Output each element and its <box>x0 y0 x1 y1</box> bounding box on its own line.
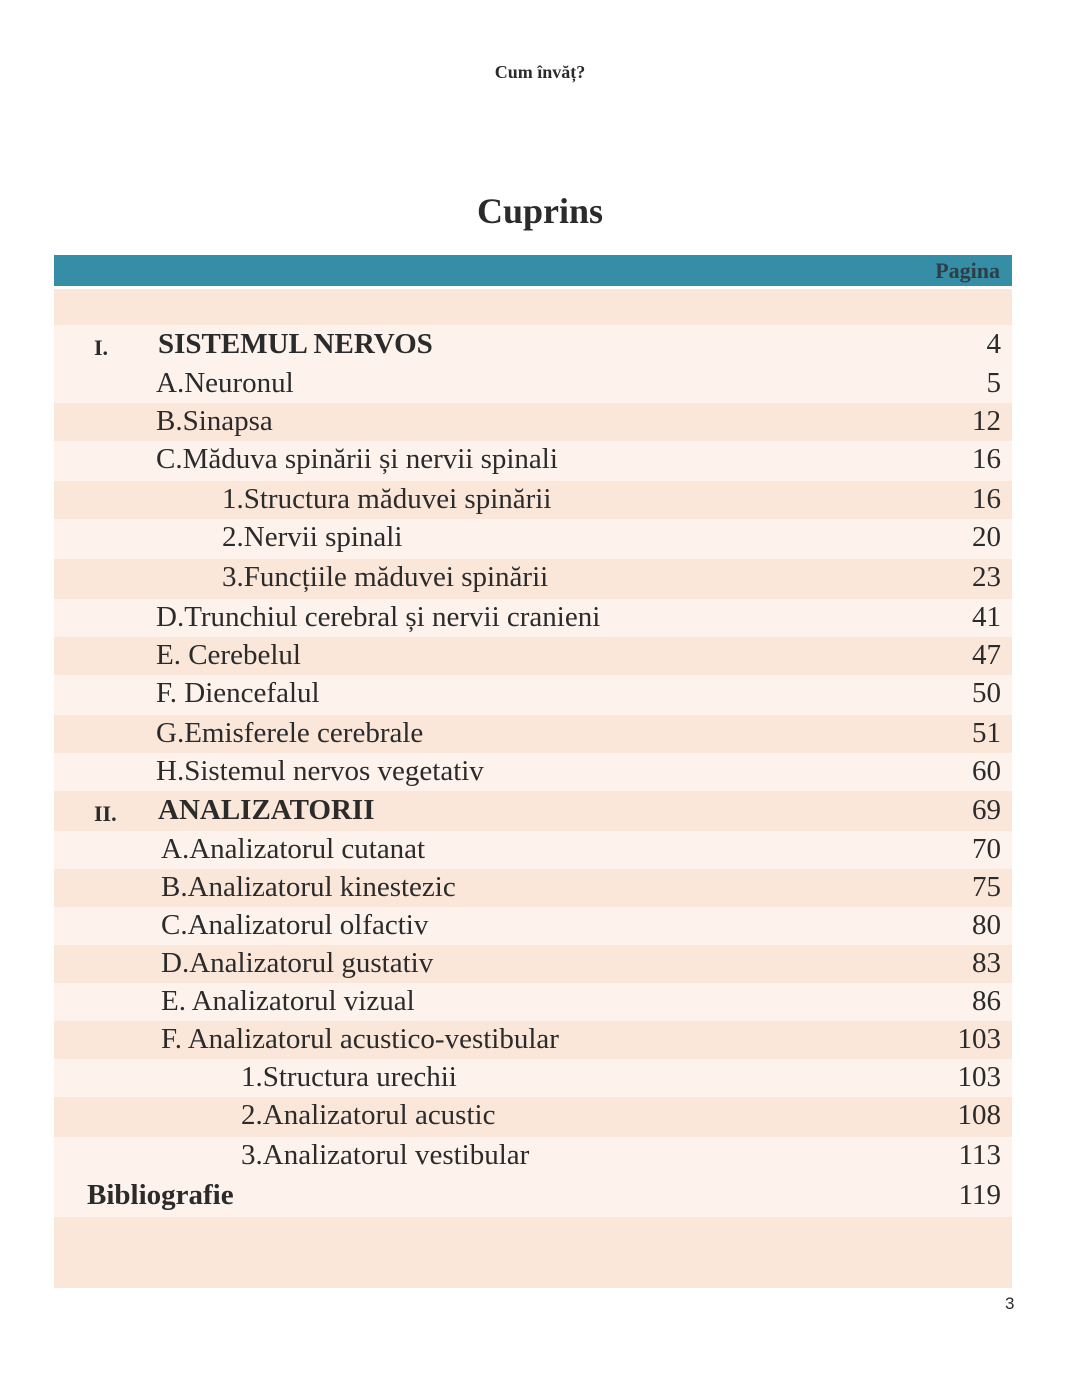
entry-page-number: 75 <box>972 871 1001 903</box>
entry-page-number: 23 <box>972 561 1001 593</box>
toc-entry[interactable] <box>54 831 1012 869</box>
running-header: Cum învăț? <box>494 62 586 82</box>
toc-entry[interactable] <box>54 1177 1012 1217</box>
entry-page-number: 4 <box>986 328 1001 360</box>
spacer-row <box>54 289 1012 325</box>
toc-entry[interactable] <box>54 1097 1012 1137</box>
toc-entry[interactable] <box>54 675 1012 715</box>
entry-page-number: 41 <box>972 601 1001 633</box>
toc-entry[interactable] <box>54 715 1012 753</box>
toc-entry[interactable] <box>54 441 1012 481</box>
entry-title: SISTEMUL NERVOS <box>158 328 433 360</box>
toc-entry[interactable] <box>54 519 1012 559</box>
entry-title: 1.Structura măduvei spinării <box>222 483 552 515</box>
toc-entry[interactable] <box>54 1137 1012 1177</box>
toc-entry[interactable] <box>54 907 1012 945</box>
entry-title: 2.Analizatorul acustic <box>241 1099 496 1131</box>
toc-entry[interactable] <box>54 637 1012 675</box>
entry-title: B.Sinapsa <box>156 405 273 437</box>
toc-entry[interactable] <box>54 599 1012 637</box>
toc-header-bar <box>54 255 1012 286</box>
toc-entry[interactable] <box>54 1021 1012 1059</box>
entry-title: E. Cerebelul <box>156 639 301 671</box>
entry-title: G.Emisferele cerebrale <box>156 717 424 749</box>
toc-entry[interactable] <box>54 791 1012 831</box>
entry-page-number: 119 <box>958 1179 1001 1211</box>
entry-page-number: 80 <box>972 909 1001 941</box>
entry-title: 2.Nervii spinali <box>222 521 403 553</box>
entry-title: ANALIZATORII <box>158 794 375 826</box>
toc-entry[interactable] <box>54 403 1012 441</box>
entry-title: C.Analizatorul olfactiv <box>161 909 429 941</box>
entry-title: B.Analizatorul kinestezic <box>161 871 456 903</box>
entry-page-number: 103 <box>957 1023 1001 1055</box>
entry-title: C.Măduva spinării și nervii spinali <box>156 443 558 475</box>
entry-page-number: 108 <box>957 1099 1001 1131</box>
entry-page-number: 86 <box>972 985 1001 1017</box>
entry-page-number: 5 <box>986 367 1001 399</box>
toc-entry[interactable] <box>54 365 1012 403</box>
toc-entry[interactable] <box>54 869 1012 907</box>
toc-entry[interactable] <box>54 325 1012 365</box>
entry-title: E. Analizatorul vizual <box>161 985 415 1017</box>
entry-page-number: 16 <box>972 443 1001 475</box>
entry-title: A.Neuronul <box>156 367 294 399</box>
page-column-header: Pagina <box>935 258 1000 283</box>
entry-page-number: 16 <box>972 483 1001 515</box>
entry-page-number: 51 <box>972 717 1001 749</box>
entry-page-number: 20 <box>972 521 1001 553</box>
entry-title: D.Analizatorul gustativ <box>161 947 434 979</box>
entry-title: 1.Structura urechii <box>241 1061 457 1093</box>
entry-page-number: 70 <box>972 833 1001 865</box>
entry-title: A.Analizatorul cutanat <box>161 833 426 865</box>
entry-title: F. Analizatorul acustico-vestibular <box>161 1023 559 1055</box>
chapter-number: I. <box>94 335 109 360</box>
toc-entry[interactable] <box>54 945 1012 983</box>
toc-entry[interactable] <box>54 1059 1012 1097</box>
toc-entry[interactable] <box>54 983 1012 1021</box>
table-of-contents <box>54 255 1012 1288</box>
entry-title: 3.Analizatorul vestibular <box>241 1139 530 1171</box>
page-number: 3 <box>1005 1294 1015 1313</box>
spacer-row <box>54 1217 1012 1288</box>
toc-entry[interactable] <box>54 753 1012 791</box>
entry-title: D.Trunchiul cerebral și nervii cranieni <box>156 601 601 633</box>
entry-page-number: 113 <box>958 1139 1001 1171</box>
entry-page-number: 50 <box>972 677 1001 709</box>
page-title: Cuprins <box>476 191 604 231</box>
entry-title: 3.Funcțiile măduvei spinării <box>222 561 549 593</box>
entry-page-number: 47 <box>972 639 1001 671</box>
entry-title: H.Sistemul nervos vegetativ <box>156 755 484 787</box>
entry-page-number: 60 <box>972 755 1001 787</box>
toc-entry[interactable] <box>54 559 1012 599</box>
entry-page-number: 69 <box>972 794 1001 826</box>
entry-title: F. Diencefalul <box>156 677 320 709</box>
entry-page-number: 12 <box>972 405 1001 437</box>
chapter-number: II. <box>94 801 117 826</box>
toc-entry[interactable] <box>54 481 1012 519</box>
entry-title: Bibliografie <box>87 1179 234 1211</box>
entry-page-number: 83 <box>972 947 1001 979</box>
entry-page-number: 103 <box>957 1061 1001 1093</box>
